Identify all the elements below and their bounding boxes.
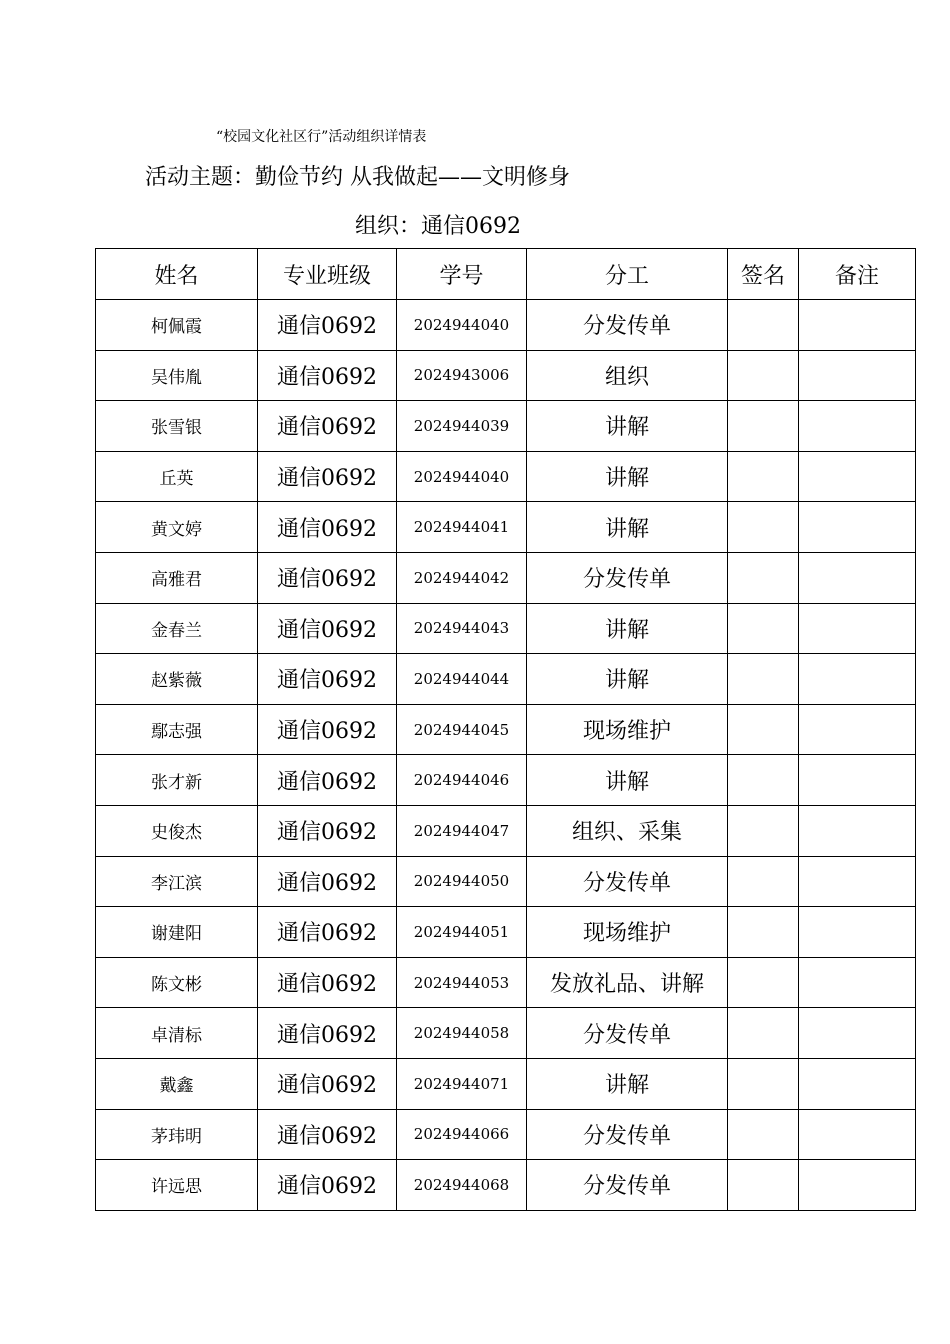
cell-student-id: 2024943006	[397, 350, 527, 401]
cell-duty: 分发传单	[527, 552, 728, 603]
cell-name: 茅玮明	[96, 1109, 258, 1160]
cell-class: 通信0692	[258, 300, 397, 351]
cell-class: 通信0692	[258, 552, 397, 603]
cell-signature	[728, 805, 799, 856]
cell-name: 戴鑫	[96, 1058, 258, 1109]
cell-remark	[799, 451, 916, 502]
table-row	[96, 603, 916, 654]
cell-class: 通信0692	[258, 856, 397, 907]
cell-name: 张雪银	[96, 401, 258, 452]
table-row	[96, 552, 916, 603]
cell-remark	[799, 1109, 916, 1160]
table-row	[96, 502, 916, 553]
cell-remark	[799, 300, 916, 351]
cell-signature	[728, 300, 799, 351]
cell-duty: 分发传单	[527, 856, 728, 907]
table-row	[96, 1109, 916, 1160]
cell-signature	[728, 1160, 799, 1211]
cell-class: 通信0692	[258, 1160, 397, 1211]
cell-signature	[728, 755, 799, 806]
cell-remark	[799, 755, 916, 806]
cell-duty: 讲解	[527, 401, 728, 452]
header-signature: 签名	[728, 249, 799, 300]
cell-class: 通信0692	[258, 451, 397, 502]
cell-name: 陈文彬	[96, 957, 258, 1008]
cell-signature	[728, 654, 799, 705]
header-name: 姓名	[96, 249, 258, 300]
cell-duty: 现场维护	[527, 907, 728, 958]
cell-signature	[728, 1058, 799, 1109]
activity-theme: 活动主题：勤俭节约 从我做起——文明修身	[145, 165, 570, 190]
cell-student-id: 2024944045	[397, 704, 527, 755]
cell-student-id: 2024944050	[397, 856, 527, 907]
table-row	[96, 654, 916, 705]
cell-signature	[728, 1008, 799, 1059]
table-row	[96, 451, 916, 502]
cell-name: 卓清标	[96, 1008, 258, 1059]
cell-remark	[799, 654, 916, 705]
cell-remark	[799, 401, 916, 452]
cell-duty: 分发传单	[527, 1109, 728, 1160]
cell-duty: 组织	[527, 350, 728, 401]
cell-student-id: 2024944058	[397, 1008, 527, 1059]
cell-name: 吴伟胤	[96, 350, 258, 401]
table-row	[96, 755, 916, 806]
cell-duty: 讲解	[527, 1058, 728, 1109]
cell-remark	[799, 1160, 916, 1211]
cell-name: 李江滨	[96, 856, 258, 907]
cell-name: 赵紫薇	[96, 654, 258, 705]
cell-student-id: 2024944040	[397, 451, 527, 502]
cell-class: 通信0692	[258, 350, 397, 401]
cell-student-id: 2024944051	[397, 907, 527, 958]
cell-class: 通信0692	[258, 654, 397, 705]
cell-signature	[728, 502, 799, 553]
cell-signature	[728, 907, 799, 958]
cell-class: 通信0692	[258, 1109, 397, 1160]
cell-remark	[799, 1058, 916, 1109]
cell-name: 金春兰	[96, 603, 258, 654]
cell-class: 通信0692	[258, 907, 397, 958]
cell-duty: 分发传单	[527, 1008, 728, 1059]
cell-signature	[728, 957, 799, 1008]
cell-name: 谢建阳	[96, 907, 258, 958]
roster-table	[95, 248, 916, 1211]
cell-duty: 讲解	[527, 603, 728, 654]
cell-student-id: 2024944043	[397, 603, 527, 654]
cell-signature	[728, 704, 799, 755]
cell-student-id: 2024944047	[397, 805, 527, 856]
header-class: 专业班级	[258, 249, 397, 300]
cell-class: 通信0692	[258, 704, 397, 755]
table-row	[96, 401, 916, 452]
table-row	[96, 1058, 916, 1109]
cell-remark	[799, 502, 916, 553]
cell-signature	[728, 552, 799, 603]
table-row	[96, 350, 916, 401]
cell-name: 许远思	[96, 1160, 258, 1211]
cell-name: 高雅君	[96, 552, 258, 603]
cell-duty: 发放礼品、讲解	[527, 957, 728, 1008]
cell-signature	[728, 856, 799, 907]
cell-class: 通信0692	[258, 502, 397, 553]
cell-remark	[799, 350, 916, 401]
cell-student-id: 2024944046	[397, 755, 527, 806]
cell-remark	[799, 552, 916, 603]
cell-signature	[728, 1109, 799, 1160]
cell-student-id: 2024944066	[397, 1109, 527, 1160]
cell-class: 通信0692	[258, 957, 397, 1008]
cell-student-id: 2024944039	[397, 401, 527, 452]
cell-remark	[799, 957, 916, 1008]
cell-class: 通信0692	[258, 603, 397, 654]
cell-student-id: 2024944041	[397, 502, 527, 553]
table-row	[96, 805, 916, 856]
cell-remark	[799, 907, 916, 958]
document-title: “校园文化社区行”活动组织详情表	[216, 129, 427, 145]
cell-student-id: 2024944071	[397, 1058, 527, 1109]
cell-duty: 讲解	[527, 654, 728, 705]
cell-duty: 分发传单	[527, 1160, 728, 1211]
cell-student-id: 2024944044	[397, 654, 527, 705]
cell-duty: 讲解	[527, 755, 728, 806]
cell-class: 通信0692	[258, 755, 397, 806]
cell-remark	[799, 856, 916, 907]
table-row	[96, 907, 916, 958]
table-row	[96, 1008, 916, 1059]
table-row	[96, 300, 916, 351]
cell-remark	[799, 603, 916, 654]
roster-body	[96, 300, 916, 1211]
cell-name: 丘英	[96, 451, 258, 502]
table-row	[96, 957, 916, 1008]
cell-duty: 组织、采集	[527, 805, 728, 856]
cell-signature	[728, 401, 799, 452]
cell-signature	[728, 603, 799, 654]
cell-student-id: 2024944053	[397, 957, 527, 1008]
cell-name: 史俊杰	[96, 805, 258, 856]
cell-remark	[799, 704, 916, 755]
table-header-row	[96, 249, 916, 300]
cell-signature	[728, 451, 799, 502]
cell-class: 通信0692	[258, 401, 397, 452]
cell-duty: 讲解	[527, 451, 728, 502]
header-remark: 备注	[799, 249, 916, 300]
cell-name: 黄文婷	[96, 502, 258, 553]
cell-class: 通信0692	[258, 1008, 397, 1059]
cell-duty: 分发传单	[527, 300, 728, 351]
header-duty: 分工	[527, 249, 728, 300]
cell-duty: 讲解	[527, 502, 728, 553]
table-row	[96, 1160, 916, 1211]
organizer-line: 组织：通信0692	[355, 214, 521, 239]
cell-class: 通信0692	[258, 1058, 397, 1109]
cell-student-id: 2024944040	[397, 300, 527, 351]
table-row	[96, 704, 916, 755]
table-row	[96, 856, 916, 907]
cell-student-id: 2024944042	[397, 552, 527, 603]
cell-student-id: 2024944068	[397, 1160, 527, 1211]
cell-name: 张才新	[96, 755, 258, 806]
cell-duty: 现场维护	[527, 704, 728, 755]
cell-remark	[799, 1008, 916, 1059]
cell-name: 鄢志强	[96, 704, 258, 755]
cell-class: 通信0692	[258, 805, 397, 856]
cell-remark	[799, 805, 916, 856]
cell-name: 柯佩霞	[96, 300, 258, 351]
header-student-id: 学号	[397, 249, 527, 300]
cell-signature	[728, 350, 799, 401]
